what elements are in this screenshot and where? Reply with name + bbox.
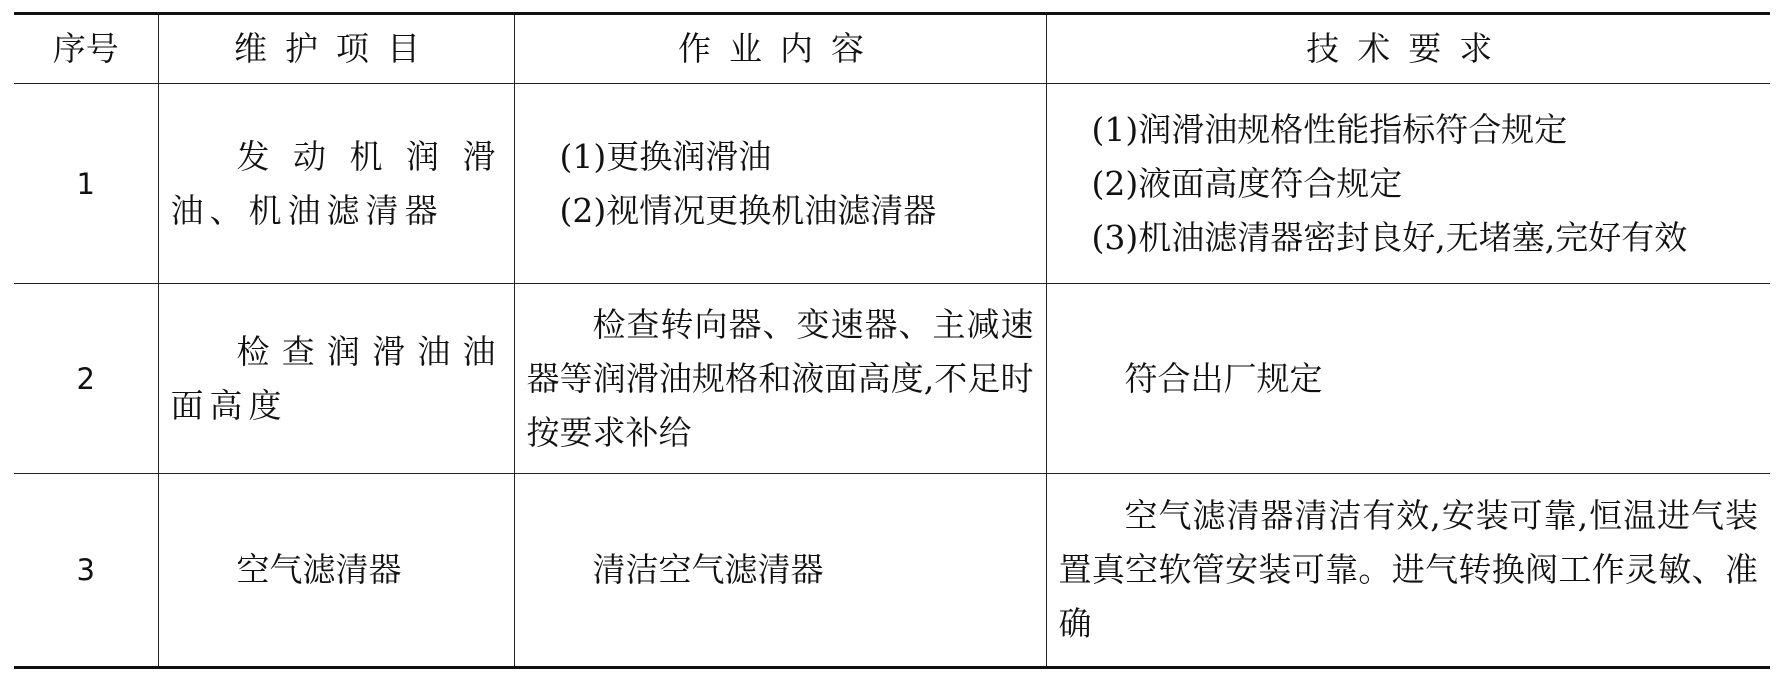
row-number: 3 [14, 474, 158, 668]
requirement-line: (3)机油滤清器密封良好,无堵塞,完好有效 [1091, 217, 1688, 257]
row-number: 1 [14, 84, 158, 284]
header-item: 维护项目 [158, 14, 514, 84]
requirement-line: (2)液面高度符合规定 [1091, 163, 1403, 203]
row-content: 检查转向器、变速器、主减速器等润滑油规格和液面高度,不足时按要求补给 [514, 284, 1046, 474]
row-content [514, 84, 1046, 284]
row-number: 2 [14, 284, 158, 474]
row-item: 检查润滑油油面高度 [158, 284, 514, 474]
content-line: (1)更换润滑油 [559, 136, 772, 176]
content-line: (2)视情况更换机油滤清器 [559, 190, 937, 230]
requirement-line: (1)润滑油规格性能指标符合规定 [1091, 109, 1568, 149]
row-requirement: 符合出厂规定 [1046, 284, 1770, 474]
row-item: 空气滤清器 [158, 474, 514, 668]
header-requirement: 技术要求 [1046, 14, 1770, 84]
header-content: 作业内容 [514, 14, 1046, 84]
table-row [14, 84, 1770, 284]
row-item: 发动机润滑油、机油滤清器 [158, 84, 514, 284]
row-requirement: 空气滤清器清洁有效,安装可靠,恒温进气装置真空软管安装可靠。进气转换阀工作灵敏、准确 [1046, 474, 1770, 668]
table-row [14, 474, 1770, 668]
table-row [14, 284, 1770, 474]
row-content: 清洁空气滤清器 [514, 474, 1046, 668]
header-no: 序号 [14, 14, 158, 84]
header-row [14, 14, 1770, 84]
row-requirement [1046, 84, 1770, 284]
maintenance-table [14, 12, 1770, 669]
